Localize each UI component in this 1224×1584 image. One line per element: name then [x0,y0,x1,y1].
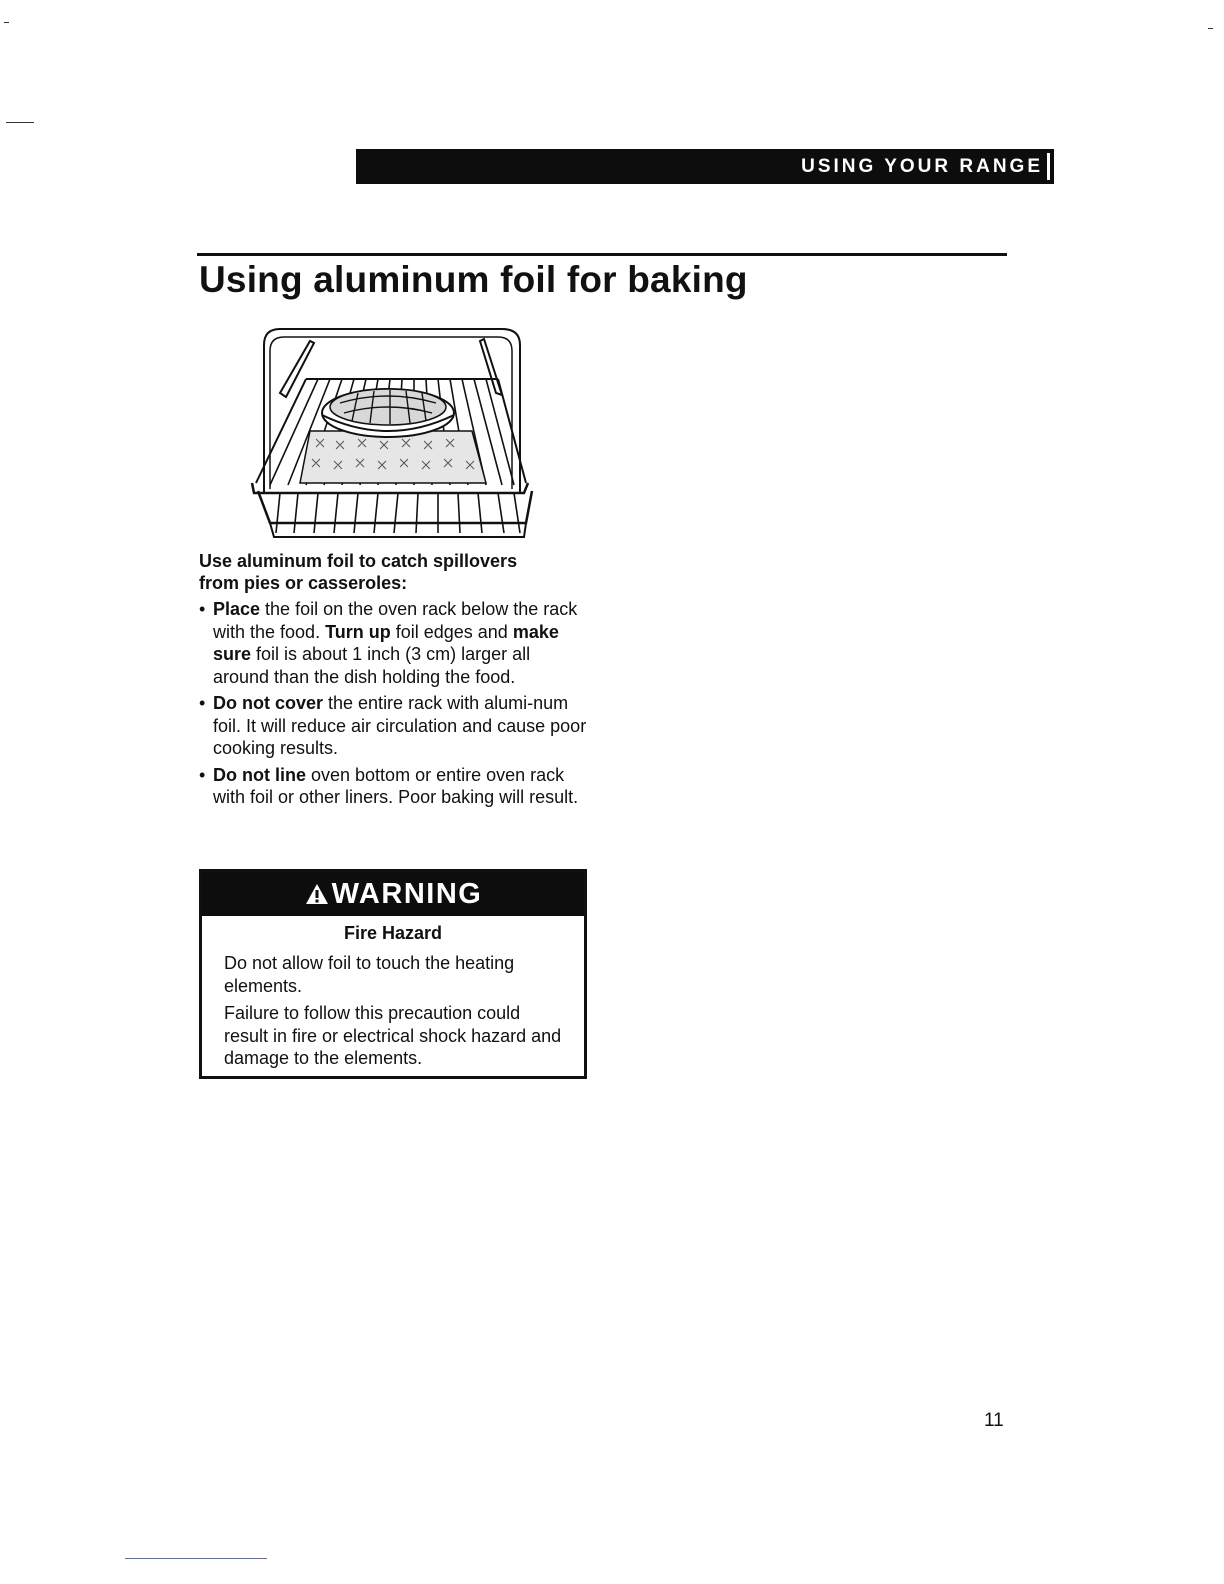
right-rack-support [480,339,502,395]
bullet-text: foil is about 1 inch (3 cm) larger all around than the dish holding the food. [213,644,531,687]
page-number: 11 [984,1410,1004,1431]
instruction-list [199,598,591,813]
list-item [199,764,591,809]
subhead-line-1: Use aluminum foil to catch spillovers [199,551,518,571]
bullet-text: oven bottom or entire oven rack with foil or other liners. Poor baking will result. [213,764,579,807]
bold-phrase: make sure [213,621,559,664]
section-header-label: USING YOUR RANGE [801,153,1050,180]
warning-subheading: Fire Hazard [343,923,443,943]
warning-box [199,869,587,1079]
bullet-text: foil edges and [390,621,513,642]
section-header-bar [356,149,1054,184]
bold-phrase: Do not cover [213,693,324,713]
list-item [199,692,591,760]
page-title: Using aluminum foil for baking [199,259,748,300]
warning-paragraph: Failure to follow this precaution could result in fire or electrical shock hazard and damage to the elements. [224,1003,562,1068]
scan-mark [4,22,9,23]
bullet-text: the entire rack with alumi-num foil. It will reduce air circulation and cause poor cooking results. [213,693,587,758]
instruction-subhead [199,550,579,594]
scan-mark [125,1558,267,1559]
list-item [199,598,591,688]
left-rack-support [280,341,314,397]
oven-rack-illustration [240,323,536,545]
scan-mark [1208,28,1213,29]
bold-phrase: Place [213,599,261,619]
scan-mark [6,122,34,123]
bold-phrase: Do not line [213,764,306,785]
foil-sheet [300,431,486,483]
bullet-text: the foil on the oven rack below the rack with the food. [213,599,578,642]
warning-heading: WARNING [331,877,483,910]
bold-phrase: Turn up [325,621,391,642]
warning-header [202,872,584,916]
warning-paragraph: Do not allow foil to touch the heating elements. [224,953,515,996]
pie-dish [322,389,454,437]
warning-triangle-icon [304,882,330,906]
subhead-line-2: from pies or casseroles: [199,573,408,593]
